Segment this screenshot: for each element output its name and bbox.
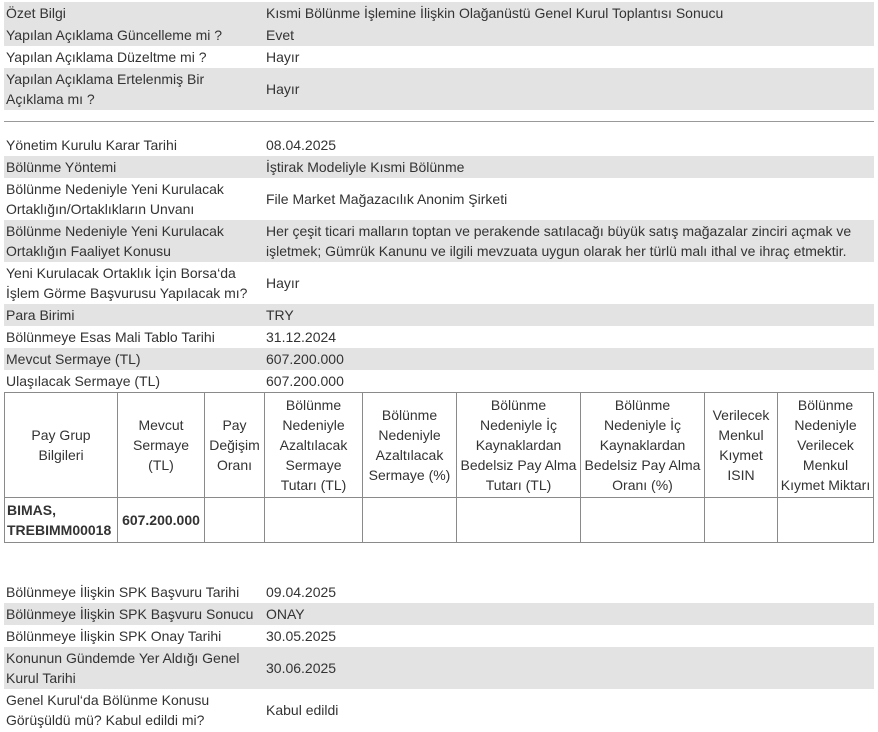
activity-subject-label: Bölünme Nedeniyle Yeni Kurulacak Ortaklığın Faaliyet Konusu <box>4 220 264 262</box>
cell-current-capital: 607.200.000 <box>118 498 205 543</box>
activity-subject-row <box>4 220 874 262</box>
deferred-value: Hayır <box>264 68 874 110</box>
currency-label: Para Birimi <box>4 304 264 326</box>
table-row <box>5 498 874 543</box>
current-capital-label: Mevcut Sermaye (TL) <box>4 348 264 370</box>
listing-application-label: Yeni Kurulacak Ortaklık İçin Borsa‘da İşlem Görme Başvurusu Yapılacak mı? <box>4 262 264 304</box>
currency-value: TRY <box>264 304 874 326</box>
split-method-row <box>4 156 874 178</box>
cell-security-quantity <box>778 498 874 543</box>
activity-subject-value: Her çeşit ticari malların toptan ve perakende satılacağı büyük satış mağazalar zinciri açmak ve işletmek; Gümrük Kanunu ve ilgili mevzuata uygun olarak her türlü malı ithal ve ihraç etmektir. <box>264 220 874 262</box>
spk-application-result-value: ONAY <box>264 603 874 625</box>
spk-approval-date-row <box>4 625 874 647</box>
split-method-value: İştirak Modeliyle Kısmi Bölünme <box>264 156 874 178</box>
update-label: Yapılan Açıklama Güncelleme mi ? <box>4 24 264 46</box>
cell-exchange-ratio <box>205 498 265 543</box>
correction-value: Hayır <box>264 46 874 68</box>
general-assembly-decision-label: Genel Kurul‘da Bölünme Konusu Görüşüldü mü? Kabul edildi mi? <box>4 689 264 731</box>
board-decision-date-label: Yönetim Kurulu Karar Tarihi <box>4 134 264 156</box>
financial-statement-date-label: Bölünmeye Esas Mali Tablo Tarihi <box>4 326 264 348</box>
current-capital-row <box>4 348 874 370</box>
board-decision-date-value: 08.04.2025 <box>264 134 874 156</box>
general-assembly-decision-value: Kabul edildi <box>264 689 874 731</box>
summary-value: Kısmi Bölünme İşlemine İlişkin Olağanüstü Genel Kurul Toplantısı Sonucu <box>264 2 874 24</box>
header-reduced-capital-percent: Bölünme Nedeniyle Azaltılacak Sermaye (%) <box>363 393 457 498</box>
cell-share-group: BIMAS, TREBIMM00018 <box>5 498 118 543</box>
section-divider <box>4 121 874 122</box>
target-capital-label: Ulaşılacak Sermaye (TL) <box>4 370 264 392</box>
header-current-capital: Mevcut Sermaye (TL) <box>118 393 205 498</box>
spk-application-date-value: 09.04.2025 <box>264 581 874 603</box>
disclosure-page <box>4 2 874 731</box>
header-security-quantity: Bölünme Nedeniyle Verilecek Menkul Kıymet Miktarı <box>778 393 874 498</box>
details-table <box>4 134 874 392</box>
financial-statement-date-row <box>4 326 874 348</box>
header-isin: Verilecek Menkul Kıymet ISIN <box>705 393 778 498</box>
spk-application-date-label: Bölünmeye İlişkin SPK Başvuru Tarihi <box>4 581 264 603</box>
spk-application-result-row <box>4 603 874 625</box>
board-decision-date-row <box>4 134 874 156</box>
cell-reduced-capital-amount <box>265 498 363 543</box>
correction-label: Yapılan Açıklama Düzeltme mi ? <box>4 46 264 68</box>
general-assembly-date-label: Konunun Gündemde Yer Aldığı Genel Kurul Tarihi <box>4 647 264 689</box>
update-value: Evet <box>264 24 874 46</box>
spk-approval-date-value: 30.05.2025 <box>264 625 874 647</box>
header-bonus-share-amount: Bölünme Nedeniyle İç Kaynaklardan Bedelsiz Pay Alma Tutarı (TL) <box>457 393 581 498</box>
general-assembly-date-value: 30.06.2025 <box>264 647 874 689</box>
split-method-label: Bölünme Yöntemi <box>4 156 264 178</box>
summary-row <box>4 2 874 24</box>
header-share-group: Pay Grup Bilgileri <box>5 393 118 498</box>
cell-isin <box>705 498 778 543</box>
header-reduced-capital-amount: Bölünme Nedeniyle Azaltılacak Sermaye Tutarı (TL) <box>265 393 363 498</box>
new-company-title-row <box>4 178 874 220</box>
cell-bonus-share-ratio <box>581 498 705 543</box>
deferred-row <box>4 68 874 110</box>
cell-bonus-share-amount <box>457 498 581 543</box>
cell-reduced-capital-percent <box>363 498 457 543</box>
share-table-header-row <box>5 393 874 498</box>
spk-approval-date-label: Bölünmeye İlişkin SPK Onay Tarihi <box>4 625 264 647</box>
general-assembly-date-row <box>4 647 874 689</box>
new-company-title-value: File Market Mağazacılık Anonim Şirketi <box>264 178 874 220</box>
currency-row <box>4 304 874 326</box>
target-capital-row <box>4 370 874 392</box>
share-group-table <box>4 392 874 543</box>
header-exchange-ratio: Pay Değişim Oranı <box>205 393 265 498</box>
correction-row <box>4 46 874 68</box>
spk-application-date-row <box>4 581 874 603</box>
listing-application-value: Hayır <box>264 262 874 304</box>
current-capital-value: 607.200.000 <box>264 348 874 370</box>
deferred-label: Yapılan Açıklama Ertelenmiş Bir Açıklama mı ? <box>4 68 264 110</box>
summary-label: Özet Bilgi <box>4 2 264 24</box>
new-company-title-label: Bölünme Nedeniyle Yeni Kurulacak Ortaklığın/Ortaklıkların Unvanı <box>4 178 264 220</box>
header-bonus-share-ratio: Bölünme Nedeniyle İç Kaynaklardan Bedelsiz Pay Alma Oranı (%) <box>581 393 705 498</box>
target-capital-value: 607.200.000 <box>264 370 874 392</box>
financial-statement-date-value: 31.12.2024 <box>264 326 874 348</box>
general-assembly-decision-row <box>4 689 874 731</box>
update-row <box>4 24 874 46</box>
spk-application-result-label: Bölünmeye İlişkin SPK Başvuru Sonucu <box>4 603 264 625</box>
spk-table <box>4 581 874 731</box>
summary-table <box>4 2 874 110</box>
listing-application-row <box>4 262 874 304</box>
